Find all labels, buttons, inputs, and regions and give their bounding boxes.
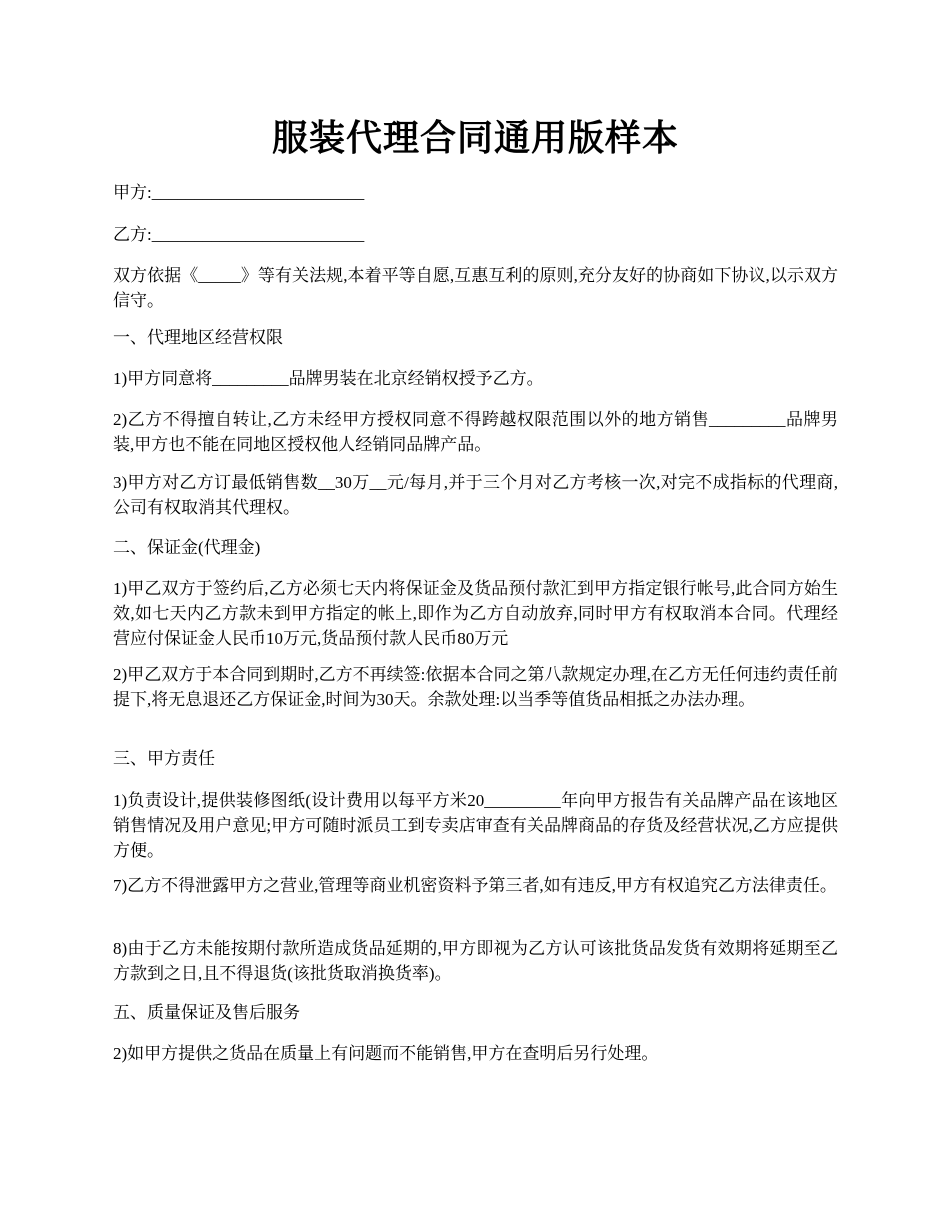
section-3-item-7: 7)乙方不得泄露甲方之营业,管理等商业机密资料予第三者,如有违反,甲方有权追究乙方法律责任。 xyxy=(113,876,837,895)
section-1-heading: 一、代理地区经营权限 xyxy=(113,328,283,347)
party-b-line: 乙方:_________________________ xyxy=(113,225,365,244)
party-a-line: 甲方:_________________________ xyxy=(113,183,365,202)
section-2-heading: 二、保证金(代理金) xyxy=(113,538,261,557)
section-1-item-3: 3)甲方对乙方订最低销售数__30万__元/每月,并于三个月对乙方考核一次,对完不成指标的代理商,公司有权取消其代理权。 xyxy=(113,473,838,517)
intro-paragraph: 双方依据《_____》等有关法规,本着平等自愿,互惠互利的原则,充分友好的协商如下协议,以示双方信守。 xyxy=(113,266,838,310)
section-1-item-2: 2)乙方不得擅自转让,乙方未经甲方授权同意不得跨越权限范围以外的地方销售_________品牌男装,甲方也不能在同地区授权他人经销同品牌产品。 xyxy=(113,410,838,454)
section-1-item-1: 1)甲方同意将_________品牌男装在北京经销权授予乙方。 xyxy=(113,369,544,388)
section-5-item-2: 2)如甲方提供之货品在质量上有问题而不能销售,甲方在查明后另行处理。 xyxy=(113,1044,659,1063)
section-2-item-1: 1)甲乙双方于签约后,乙方必须七天内将保证金及货品预付款汇到甲方指定银行帐号,此合同方始生效,如七天内乙方款未到甲方指定的帐上,即作为乙方自动放弃,同时甲方有权取消本合同。代理经营应付保证金人民币10万元,货品预付款人民币80万元 xyxy=(113,579,838,648)
document-page xyxy=(113,0,838,1063)
document-title: 服装代理合同通用版样本 xyxy=(271,118,679,158)
section-5-heading: 五、质量保证及售后服务 xyxy=(113,1003,300,1022)
section-3-heading: 三、甲方责任 xyxy=(113,749,215,768)
section-2-item-2: 2)甲乙双方于本合同到期时,乙方不再续签:依据本合同之第八款规定办理,在乙方无任何违约责任前提下,将无息退还乙方保证金,时间为30天。余款处理:以当季等值货品相抵之办法办理。 xyxy=(113,665,838,709)
section-3-item-1: 1)负责设计,提供装修图纸(设计费用以每平方米20_________年向甲方报告有关品牌产品在该地区销售情况及用户意见;甲方可随时派员工到专卖店审查有关品牌商品的存货及经营状况,乙方应提供方便。 xyxy=(113,791,838,860)
section-3-item-8: 8)由于乙方未能按期付款所造成货品延期的,甲方即视为乙方认可该批货品发货有效期将延期至乙方款到之日,且不得退货(该批货取消换货率)。 xyxy=(113,939,838,983)
